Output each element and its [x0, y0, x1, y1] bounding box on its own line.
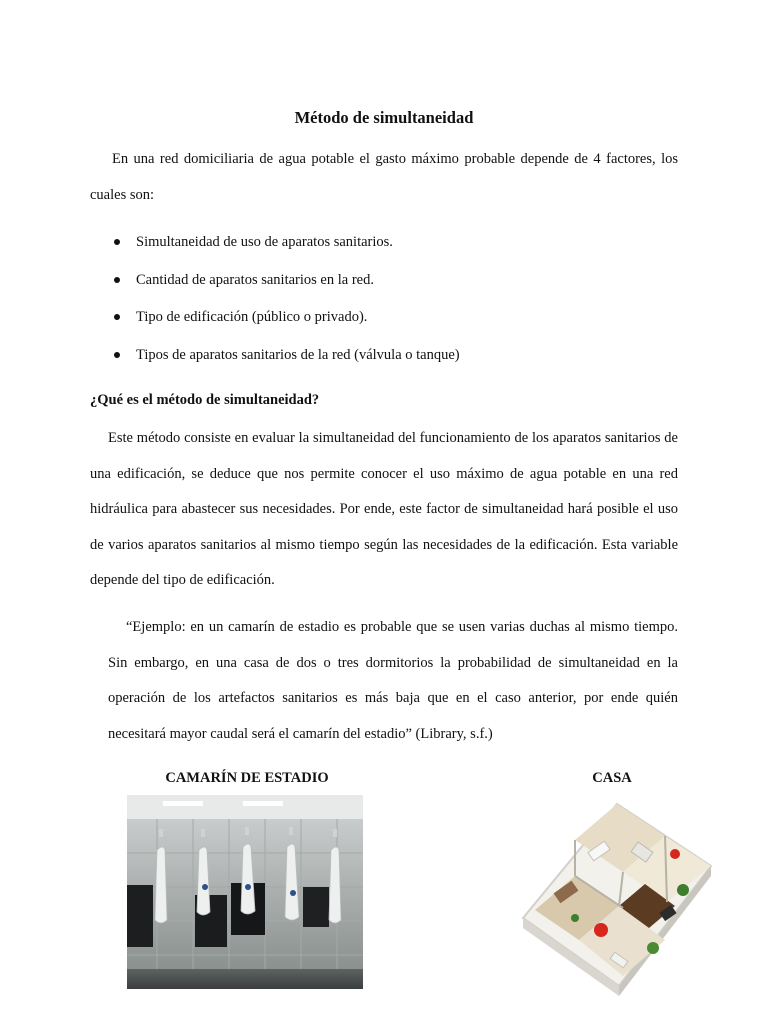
list-item [90, 225, 678, 263]
list-item [90, 300, 678, 338]
intro-paragraph: En una red domiciliaria de agua potable el gasto máximo probable depende de 4 factores, los cuales son: [90, 151, 678, 203]
list-item-text: Tipo de edificación (público o privado). [136, 309, 368, 325]
quote-paragraph: “Ejemplo: en un camarín de estadio es probable que se usen varias duchas al mismo tiempo. Sin embargo, en una casa de dos o tres dormitorios la probabilidad de simultaneidad en la operación de los artefactos sanitarios es más baja que en el caso anterior, por ende quién necesitará mayor caudal será el camarín del estadio” (Library, s.f.) [108, 619, 678, 742]
explanation-paragraph: Este método consiste en evaluar la simultaneidad del funcionamiento de los aparatos sanitarios de una edificación, se deduce que nos permite conocer el uso máximo de agua potable en una red hidráulica para abastecer sus necesidades. Por ende, este factor de simultaneidad hará posible el uso de varios aparatos sanitarios al mismo tiempo según las necesidades de la edificación. Esta variable depende del tipo de edificación. [90, 430, 678, 588]
list-item-text: Tipos de aparatos sanitarios de la red (válvula o tanque) [136, 346, 460, 363]
page-title: Método de simultaneidad [294, 108, 474, 127]
house-floorplan-image [515, 790, 720, 998]
locker-room-illustration [127, 795, 363, 989]
bullet-icon [114, 239, 120, 245]
list-item [90, 263, 678, 301]
section-heading: ¿Qué es el método de simultaneidad? [90, 392, 320, 408]
factors-list [90, 225, 678, 375]
bullet-icon [114, 314, 120, 320]
list-item [90, 338, 678, 376]
locker-room-image [127, 795, 363, 989]
bullet-icon [114, 277, 120, 283]
list-item-text: Simultaneidad de uso de aparatos sanitarios. [136, 234, 393, 250]
bullet-icon [114, 352, 120, 358]
house-floorplan-illustration [515, 790, 720, 998]
list-item-text: Cantidad de aparatos sanitarios en la red. [136, 271, 374, 288]
figure-caption-house: CASA [592, 770, 632, 786]
figure-caption-stadium: CAMARÍN DE ESTADIO [165, 770, 329, 786]
